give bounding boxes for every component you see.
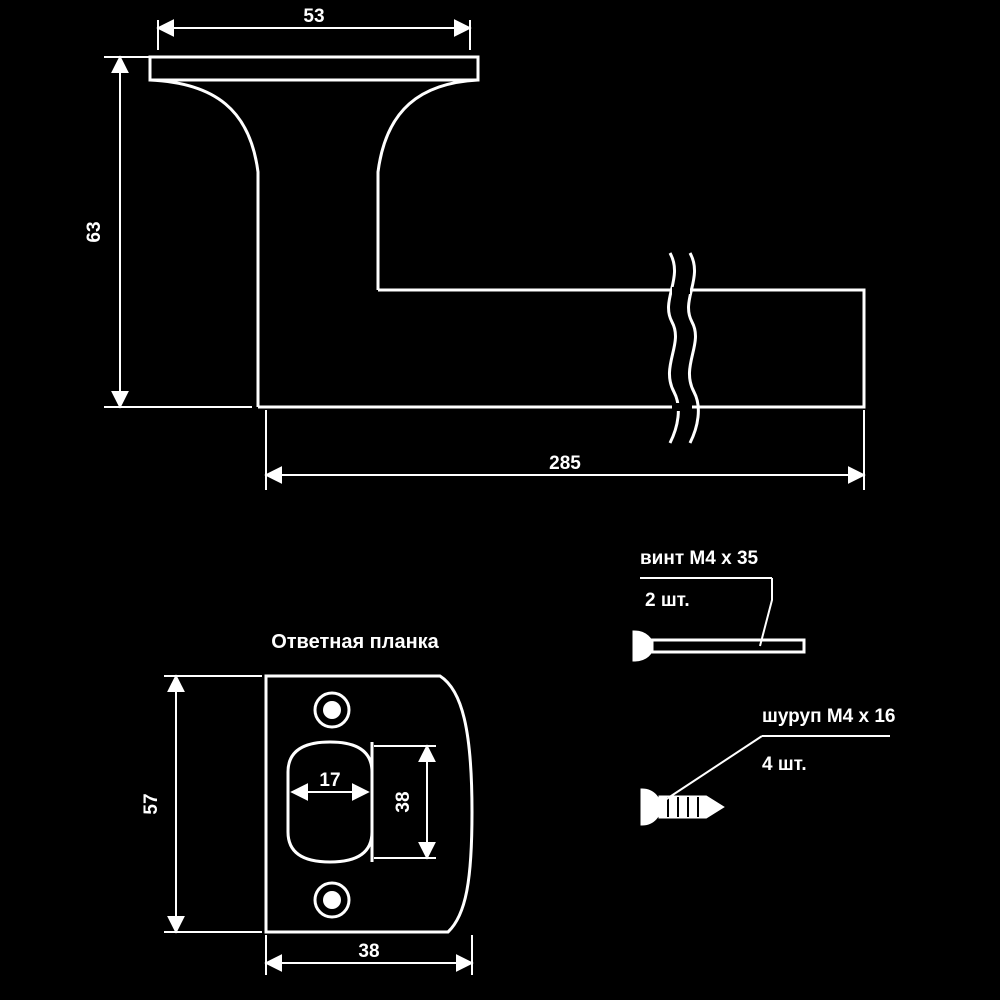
dimension-top-width-value: 53	[303, 6, 325, 27]
woodscrew-m4-16-label: шуруп М4 х 16	[762, 706, 896, 727]
handle-top-plate	[150, 57, 478, 80]
dimension-length-value: 285	[549, 453, 581, 474]
strike-plate-outline	[266, 676, 472, 932]
woodscrew-m4-16-quantity: 4 шт.	[762, 754, 807, 775]
break-line-left	[669, 253, 679, 443]
plate-screw-hole-bottom	[315, 883, 349, 917]
dimension-cutout-width-value: 17	[319, 770, 341, 791]
dimension-length	[266, 410, 864, 490]
dimension-plate-width-value: 38	[358, 941, 380, 962]
break-line-right	[689, 253, 699, 443]
plate-latch-cutout	[288, 742, 372, 862]
handle-lever-outline	[258, 290, 864, 407]
dimension-plate-height-value: 57	[141, 793, 162, 815]
handle-side-view	[150, 57, 864, 443]
screw-m4-35-icon	[634, 632, 804, 660]
woodscrew-m4-16-icon	[642, 790, 722, 824]
handle-neck-right-flare	[378, 80, 478, 176]
dimension-height-value: 63	[84, 221, 105, 243]
break-mask-bottom	[672, 403, 692, 411]
dimension-plate-height	[164, 676, 262, 932]
break-mask-top	[672, 287, 690, 294]
handle-neck-left-flare	[150, 80, 258, 176]
screw-m4-35-label: винт М4 х 35	[640, 548, 759, 569]
strike-plate-title: Ответная планка	[271, 631, 439, 653]
screw-m4-35-leader	[640, 578, 772, 646]
dimension-cutout-height-value: 38	[393, 791, 414, 813]
plate-screw-hole-top	[315, 693, 349, 727]
screw-m4-35-quantity: 2 шт.	[645, 590, 690, 611]
